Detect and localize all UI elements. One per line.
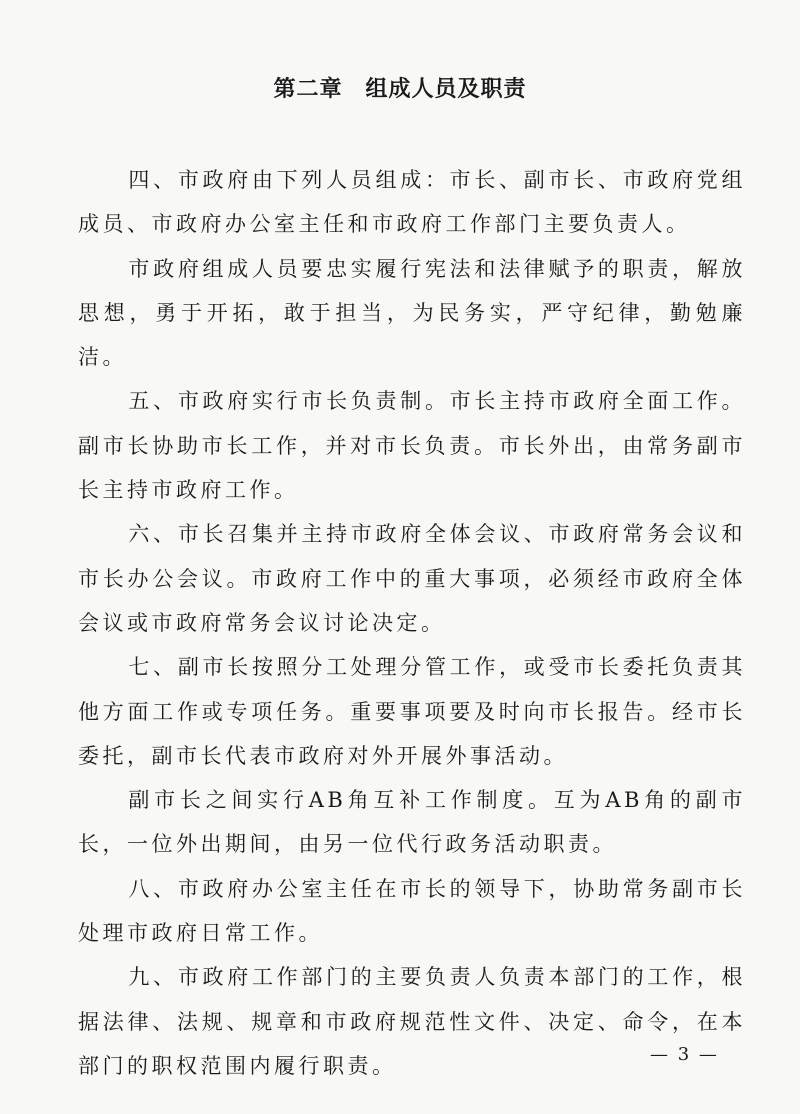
paragraph-4: 四、市政府由下列人员组成：市长、副市长、市政府党组成员、市政府办公室主任和市政府工作部门主要负责人。	[78, 168, 746, 237]
page-number: — 3 —	[650, 1044, 719, 1065]
document-body	[78, 158, 746, 1088]
paragraph-5: 五、市政府实行市长负责制。市长主持市政府全面工作。副市长协助市长工作，并对市长负责。市长外出，由常务副市长主持市政府工作。	[78, 389, 746, 503]
paragraph-8: 八、市政府办公室主任在市长的领导下，协助常务副市长处理市政府日常工作。	[78, 876, 746, 946]
paragraph-9: 九、市政府工作部门的主要负责人负责本部门的工作，根据法律、法规、规章和市政府规范性文件、决定、命令，在本部门的职权范围内履行职责。	[78, 965, 746, 1078]
chapter-title: 第二章 组成人员及职责	[273, 77, 527, 102]
paragraph-4-duties: 市政府组成人员要忠实履行宪法和法律赋予的职责，解放思想，勇于开拓，敢于担当，为民务实，严守纪律，勤勉廉洁。	[78, 256, 746, 370]
paragraph-7: 七、副市长按照分工处理分管工作，或受市长委托负责其他方面工作或专项任务。重要事项要及时向市长报告。经市长委托，副市长代表市政府对外开展外事活动。	[78, 655, 746, 768]
paragraph-7-ab-role: 副市长之间实行AB角互补工作制度。互为AB角的副市长，一位外出期间，由另一位代行政务活动职责。	[78, 788, 746, 857]
paragraph-6: 六、市长召集并主持市政府全体会议、市政府常务会议和市长办公会议。市政府工作中的重大事项，必须经市政府全体会议或市政府常务会议讨论决定。	[78, 522, 746, 635]
